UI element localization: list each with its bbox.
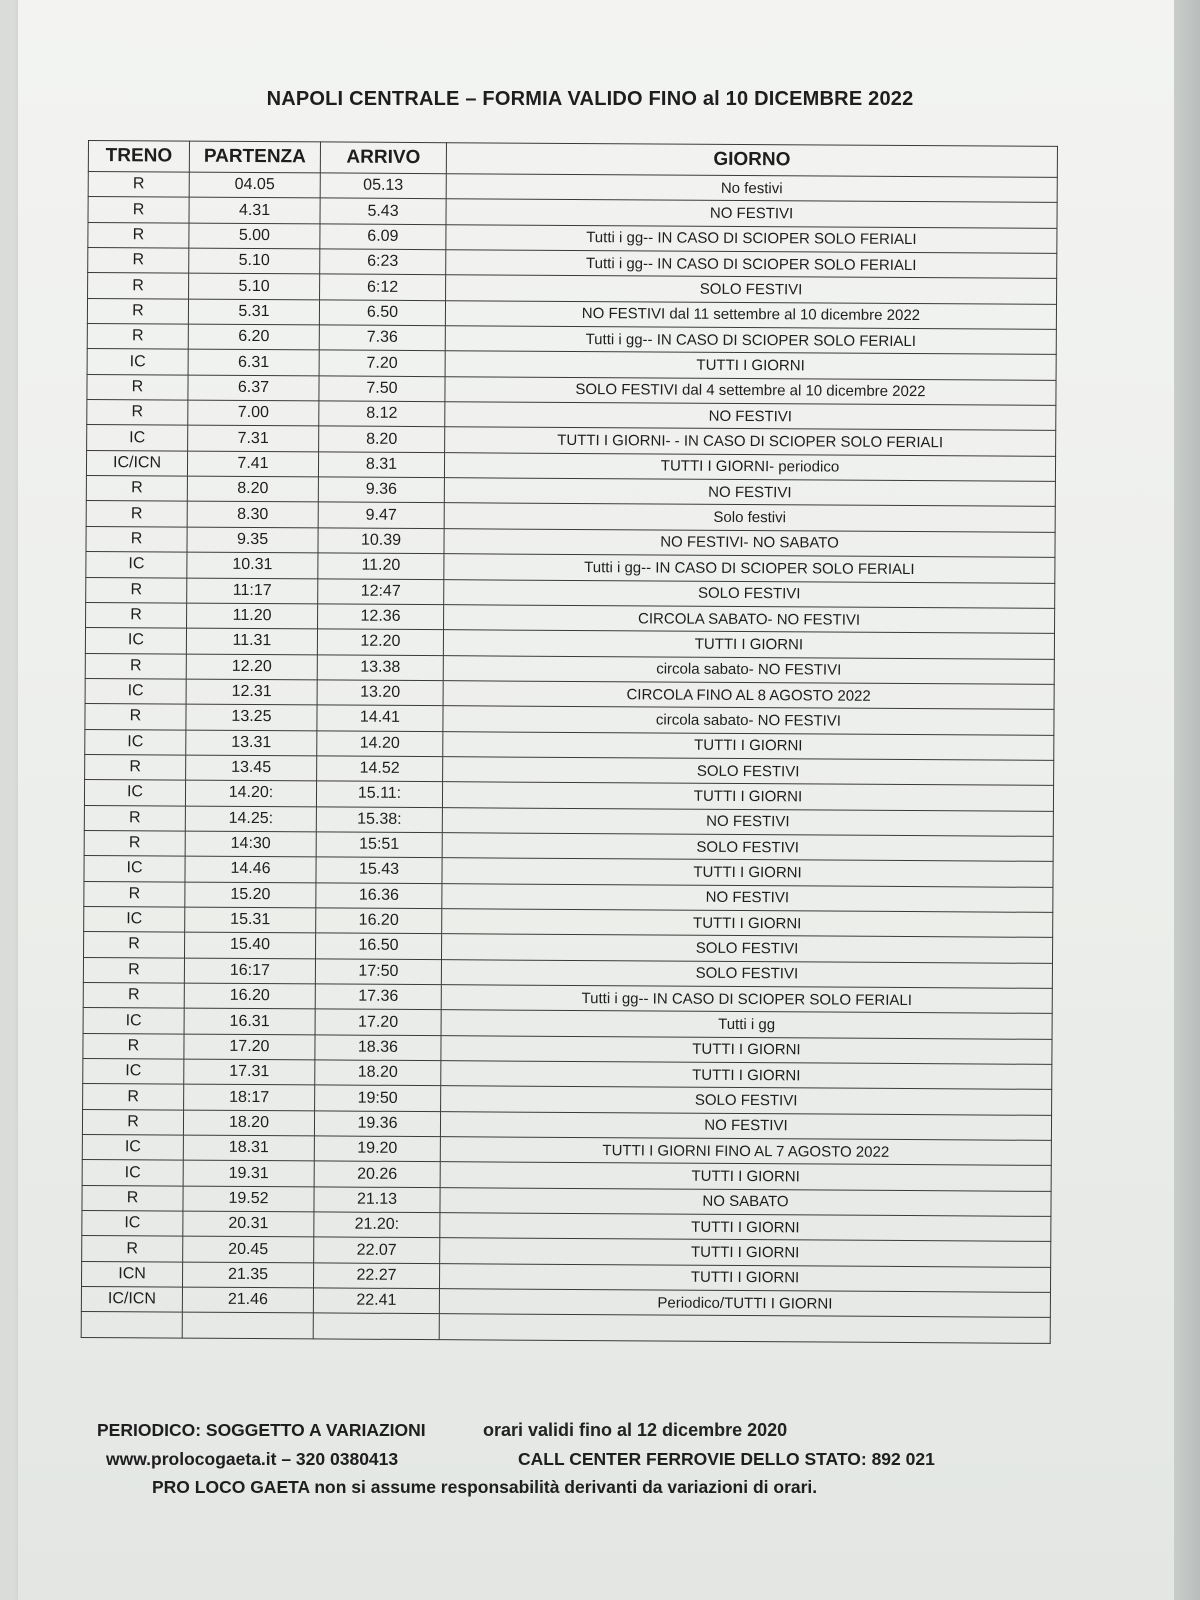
cell-partenza: 17.31 xyxy=(184,1059,315,1085)
cell-giorno: SOLO FESTIVI dal 4 settembre al 10 dicembre 2022 xyxy=(445,376,1056,405)
cell-treno: IC xyxy=(86,552,187,578)
cell-partenza: 20.45 xyxy=(183,1237,314,1263)
cell-giorno: No festivi xyxy=(446,174,1057,203)
cell-giorno: NO FESTIVI xyxy=(442,883,1053,912)
cell-partenza: 18:17 xyxy=(184,1084,315,1110)
cell-treno: IC xyxy=(83,1059,184,1085)
cell-giorno: TUTTI I GIORNI xyxy=(440,1213,1051,1242)
cell-partenza: 12.20 xyxy=(186,654,317,680)
cell-partenza: 11:17 xyxy=(187,578,318,604)
cell-arrivo: 15:51 xyxy=(316,832,442,858)
cell-giorno: NO FESTIVI xyxy=(446,199,1057,228)
cell-treno: IC xyxy=(87,349,188,375)
cell-partenza: 11.20 xyxy=(187,603,318,629)
cell-giorno: Tutti i gg-- IN CASO DI SCIOPER SOLO FERIALI xyxy=(445,326,1056,355)
cell-giorno: TUTTI I GIORNI xyxy=(442,782,1053,811)
cell-giorno: Tutti i gg xyxy=(441,1010,1052,1039)
disclaimer: PRO LOCO GAETA non si assume responsabilità derivanti da variazioni di orari. xyxy=(152,1477,818,1497)
cell-arrivo: 17:50 xyxy=(315,959,441,985)
cell-giorno: Tutti i gg-- IN CASO DI SCIOPER SOLO FERIALI xyxy=(441,985,1052,1014)
cell-treno xyxy=(81,1312,182,1338)
cell-arrivo: 14.20 xyxy=(317,730,443,756)
cell-giorno: SOLO FESTIVI xyxy=(442,934,1053,963)
periodico-note: PERIODICO: SOGGETTO A VARIAZIONI xyxy=(97,1420,426,1440)
cell-treno: R xyxy=(86,501,187,527)
cell-arrivo: 22.27 xyxy=(313,1263,439,1289)
cell-treno: R xyxy=(84,881,185,907)
cell-partenza: 14.20: xyxy=(185,780,316,806)
cell-giorno: SOLO FESTIVI xyxy=(446,275,1057,304)
validity-note: orari validi fino al 12 dicembre 2020 xyxy=(483,1420,788,1440)
cell-arrivo: 5.43 xyxy=(320,198,446,224)
cell-giorno: TUTTI I GIORNI xyxy=(442,909,1053,938)
cell-treno: IC xyxy=(82,1160,183,1186)
cell-treno: IC xyxy=(87,425,188,451)
cell-partenza: 16.31 xyxy=(184,1008,315,1034)
cell-partenza: 7.41 xyxy=(187,451,318,477)
cell-partenza: 7.00 xyxy=(188,400,319,426)
cell-arrivo: 12:47 xyxy=(318,578,444,604)
cell-partenza: 7.31 xyxy=(188,426,319,452)
cell-treno: R xyxy=(82,1109,183,1135)
cell-treno: R xyxy=(88,197,189,223)
cell-arrivo: 13.38 xyxy=(317,654,443,680)
cell-treno: R xyxy=(88,172,189,198)
cell-partenza: 5.31 xyxy=(188,299,319,325)
cell-arrivo: 16.36 xyxy=(316,883,442,909)
cell-arrivo: 7.36 xyxy=(319,325,445,351)
cell-partenza: 14.25: xyxy=(185,806,316,832)
cell-treno: R xyxy=(84,932,185,958)
cell-arrivo: 6.50 xyxy=(319,300,445,326)
cell-partenza: 5.00 xyxy=(189,223,320,249)
cell-treno: R xyxy=(87,400,188,426)
cell-treno: IC xyxy=(85,628,186,654)
cell-giorno: TUTTI I GIORNI xyxy=(440,1162,1051,1191)
cell-giorno: TUTTI I GIORNI xyxy=(441,1035,1052,1064)
cell-treno: R xyxy=(87,324,188,350)
cell-arrivo: 7.50 xyxy=(319,376,445,402)
cell-treno: R xyxy=(85,754,186,780)
cell-giorno: TUTTI I GIORNI xyxy=(441,1061,1052,1090)
cell-arrivo: 14.41 xyxy=(317,705,443,731)
cell-arrivo: 22.07 xyxy=(314,1237,440,1263)
cell-arrivo: 17.36 xyxy=(315,984,441,1010)
cell-treno: R xyxy=(88,222,189,248)
cell-treno: R xyxy=(87,298,188,324)
cell-partenza: 16:17 xyxy=(184,958,315,984)
cell-arrivo: 15.38: xyxy=(316,807,442,833)
cell-giorno: Periodico/TUTTI I GIORNI xyxy=(439,1289,1050,1318)
cell-partenza: 8.20 xyxy=(187,476,318,502)
cell-arrivo xyxy=(313,1313,439,1339)
cell-partenza: 21.35 xyxy=(182,1262,313,1288)
cell-arrivo: 8.20 xyxy=(319,426,445,452)
cell-partenza: 15.31 xyxy=(185,907,316,933)
cell-treno: R xyxy=(83,1084,184,1110)
cell-treno: IC xyxy=(83,1008,184,1034)
cell-arrivo: 15.43 xyxy=(316,857,442,883)
cell-treno: R xyxy=(85,704,186,730)
cell-giorno: Tutti i gg-- IN CASO DI SCIOPER SOLO FERIALI xyxy=(444,554,1055,583)
cell-treno: IC xyxy=(85,678,186,704)
cell-partenza: 16.20 xyxy=(184,983,315,1009)
cell-partenza: 9.35 xyxy=(187,527,318,553)
cell-treno: R xyxy=(84,805,185,831)
cell-partenza: 14.46 xyxy=(185,856,316,882)
cell-giorno: NO FESTIVI- NO SABATO xyxy=(444,528,1055,557)
cell-arrivo: 05.13 xyxy=(320,173,446,199)
cell-treno: R xyxy=(83,957,184,983)
cell-giorno: SOLO FESTIVI xyxy=(443,757,1054,786)
cell-arrivo: 18.36 xyxy=(315,1035,441,1061)
table-row xyxy=(81,1312,1050,1343)
cell-partenza: 6.20 xyxy=(188,324,319,350)
cell-giorno: Solo festivi xyxy=(444,503,1055,532)
cell-treno: IC/ICN xyxy=(81,1287,182,1313)
cell-treno: R xyxy=(86,476,187,502)
cell-partenza: 14:30 xyxy=(185,831,316,857)
cell-partenza: 6.37 xyxy=(188,375,319,401)
cell-giorno: NO SABATO xyxy=(440,1187,1051,1216)
cell-partenza: 6.31 xyxy=(188,350,319,376)
cell-arrivo: 20.26 xyxy=(314,1161,440,1187)
cell-treno: R xyxy=(85,653,186,679)
cell-arrivo: 13.20 xyxy=(317,680,443,706)
cell-treno: IC/ICN xyxy=(86,450,187,476)
cell-treno: R xyxy=(83,982,184,1008)
cell-arrivo: 12.36 xyxy=(318,604,444,630)
cell-giorno: Tutti i gg-- IN CASO DI SCIOPER SOLO FERIALI xyxy=(446,224,1057,253)
cell-arrivo: 12.20 xyxy=(317,629,443,655)
cell-treno: R xyxy=(86,602,187,628)
website-phone: www.prolocogaeta.it – 320 0380413 xyxy=(106,1449,399,1469)
cell-partenza: 04.05 xyxy=(189,172,320,198)
cell-treno: R xyxy=(86,526,187,552)
cell-arrivo: 6.09 xyxy=(320,224,446,250)
cell-arrivo: 16.20 xyxy=(316,908,442,934)
cell-partenza: 19.31 xyxy=(183,1161,314,1187)
cell-giorno: NO FESTIVI xyxy=(445,402,1056,431)
cell-giorno: TUTTI I GIORNI xyxy=(445,351,1056,380)
cell-arrivo: 21.13 xyxy=(314,1187,440,1213)
cell-arrivo: 21.20: xyxy=(314,1212,440,1238)
cell-partenza: 15.40 xyxy=(185,932,316,958)
cell-arrivo: 9.36 xyxy=(318,477,444,503)
cell-treno: IC xyxy=(84,906,185,932)
cell-treno: IC xyxy=(84,856,185,882)
cell-arrivo: 10.39 xyxy=(318,528,444,554)
cell-arrivo: 7.20 xyxy=(319,350,445,376)
header-arrivo: ARRIVO xyxy=(320,142,446,174)
cell-giorno: TUTTI I GIORNI xyxy=(443,731,1054,760)
cell-arrivo: 11.20 xyxy=(318,553,444,579)
document-title: NAPOLI CENTRALE – FORMIA VALIDO FINO al 10 DICEMBRE 2022 xyxy=(266,88,914,110)
cell-treno: ICN xyxy=(81,1261,182,1287)
cell-partenza: 13.31 xyxy=(186,730,317,756)
cell-partenza: 15.20 xyxy=(185,882,316,908)
cell-partenza: 12.31 xyxy=(186,679,317,705)
call-center: CALL CENTER FERROVIE DELLO STATO: 892 021 xyxy=(518,1449,935,1469)
cell-partenza: 19.52 xyxy=(183,1186,314,1212)
paper-edge-shadow xyxy=(1174,0,1200,1600)
cell-partenza: 17.20 xyxy=(184,1034,315,1060)
cell-giorno: CIRCOLA FINO AL 8 AGOSTO 2022 xyxy=(443,681,1054,710)
cell-giorno: circola sabato- NO FESTIVI xyxy=(443,706,1054,735)
cell-treno: IC xyxy=(82,1135,183,1161)
cell-treno: IC xyxy=(85,729,186,755)
cell-partenza: 10.31 xyxy=(187,552,318,578)
cell-partenza: 4.31 xyxy=(189,197,320,223)
cell-treno: IC xyxy=(84,780,185,806)
cell-treno: R xyxy=(87,374,188,400)
cell-treno: R xyxy=(82,1236,183,1262)
cell-partenza: 18.20 xyxy=(183,1110,314,1136)
cell-arrivo: 9.47 xyxy=(318,502,444,528)
train-timetable xyxy=(81,140,1058,1344)
cell-giorno: NO FESTIVI dal 11 settembre al 10 dicembre 2022 xyxy=(445,300,1056,329)
cell-giorno: NO FESTIVI xyxy=(442,807,1053,836)
cell-treno: R xyxy=(82,1185,183,1211)
cell-arrivo: 19:50 xyxy=(315,1085,441,1111)
cell-partenza: 21.46 xyxy=(182,1287,313,1313)
header-giorno: GIORNO xyxy=(446,143,1057,178)
cell-giorno: TUTTI I GIORNI- - IN CASO DI SCIOPER SOLO FERIALI xyxy=(445,427,1056,456)
cell-treno: R xyxy=(86,577,187,603)
cell-arrivo: 19.36 xyxy=(314,1111,440,1137)
cell-treno: R xyxy=(88,248,189,274)
cell-giorno: SOLO FESTIVI xyxy=(444,579,1055,608)
cell-arrivo: 19.20 xyxy=(314,1136,440,1162)
cell-partenza: 18.31 xyxy=(183,1135,314,1161)
cell-arrivo: 16.50 xyxy=(316,933,442,959)
cell-treno: R xyxy=(88,273,189,299)
cell-arrivo: 8.31 xyxy=(318,452,444,478)
cell-giorno: TUTTI I GIORNI xyxy=(439,1263,1050,1292)
cell-arrivo: 14.52 xyxy=(317,756,443,782)
cell-arrivo: 15.11: xyxy=(316,781,442,807)
cell-giorno: SOLO FESTIVI xyxy=(441,1086,1052,1115)
table-body xyxy=(81,172,1057,1344)
cell-giorno: NO FESTIVI xyxy=(440,1111,1051,1140)
cell-treno: R xyxy=(84,830,185,856)
cell-partenza: 11.31 xyxy=(186,628,317,654)
cell-partenza xyxy=(182,1313,313,1339)
cell-arrivo: 6:12 xyxy=(320,274,446,300)
cell-giorno: TUTTI I GIORNI FINO AL 7 AGOSTO 2022 xyxy=(440,1137,1051,1166)
cell-giorno: TUTTI I GIORNI- periodico xyxy=(444,452,1055,481)
cell-giorno: NO FESTIVI xyxy=(444,478,1055,507)
cell-partenza: 8.30 xyxy=(187,502,318,528)
cell-partenza: 20.31 xyxy=(183,1211,314,1237)
cell-partenza: 13.25 xyxy=(186,704,317,730)
cell-giorno: CIRCOLA SABATO- NO FESTIVI xyxy=(444,605,1055,634)
cell-giorno: SOLO FESTIVI xyxy=(441,959,1052,988)
cell-arrivo: 22.41 xyxy=(313,1288,439,1314)
cell-arrivo: 18.20 xyxy=(315,1060,441,1086)
cell-arrivo: 6:23 xyxy=(320,249,446,275)
cell-treno: IC xyxy=(82,1211,183,1237)
cell-treno: R xyxy=(83,1033,184,1059)
cell-giorno: TUTTI I GIORNI xyxy=(443,630,1054,659)
cell-giorno: Tutti i gg-- IN CASO DI SCIOPER SOLO FERIALI xyxy=(446,250,1057,279)
header-partenza: PARTENZA xyxy=(189,141,320,173)
cell-giorno: TUTTI I GIORNI xyxy=(442,858,1053,887)
cell-giorno: TUTTI I GIORNI xyxy=(440,1238,1051,1267)
cell-giorno: SOLO FESTIVI xyxy=(442,833,1053,862)
cell-giorno: circola sabato- NO FESTIVI xyxy=(443,655,1054,684)
cell-arrivo: 8.12 xyxy=(319,401,445,427)
cell-partenza: 13.45 xyxy=(186,755,317,781)
cell-partenza: 5.10 xyxy=(189,248,320,274)
header-treno: TRENO xyxy=(88,141,189,173)
cell-giorno xyxy=(439,1314,1050,1343)
cell-arrivo: 17.20 xyxy=(315,1009,441,1035)
cell-partenza: 5.10 xyxy=(189,273,320,299)
